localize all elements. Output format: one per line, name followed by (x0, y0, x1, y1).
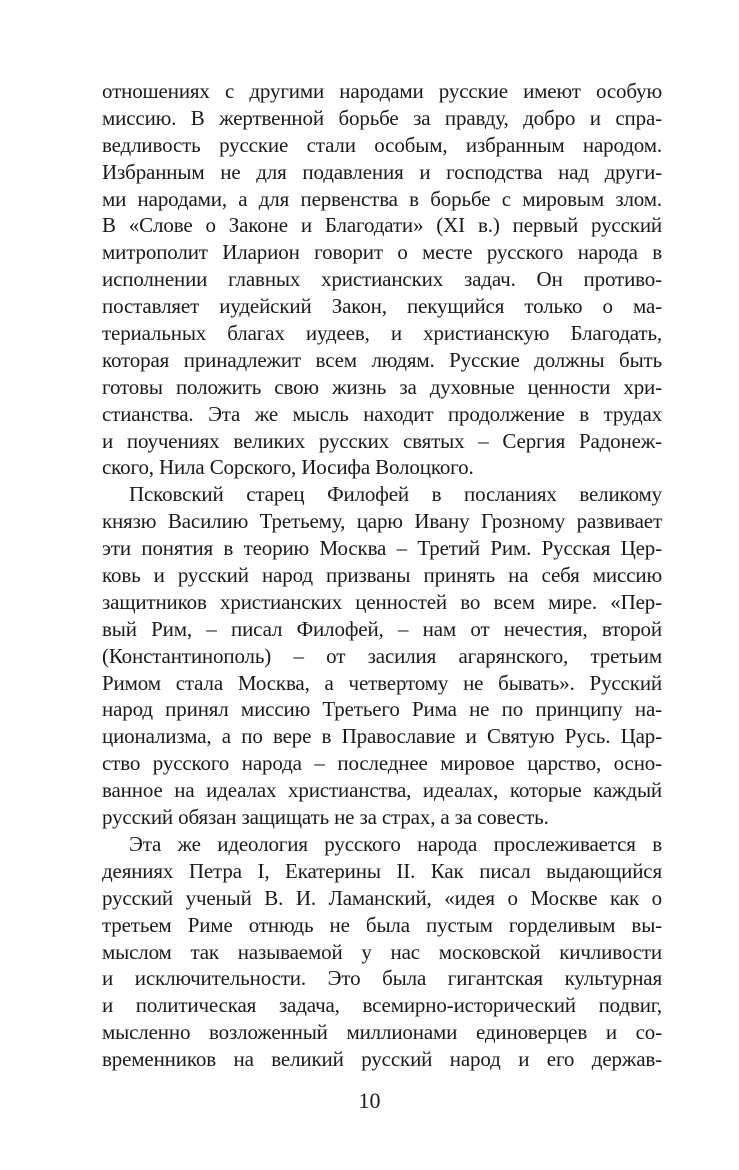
text-line: и политическая задача, всемирно-исторический подвиг, (102, 993, 662, 1018)
page-body (102, 78, 662, 1073)
paragraph-1 (102, 78, 662, 481)
text-line: русский обязан защищать не за страх, а за совесть. (102, 805, 549, 830)
text-line: народ принял миссию Третьего Рима не по принципу на- (102, 697, 662, 722)
text-line: (Константинополь) – от засилия агарянского, третьим (102, 643, 662, 668)
text-line: ского, Нила Сорского, Иосифа Волоцкого. (102, 455, 474, 480)
text-line: поставляет иудейский Закон, пекущийся только о ма- (102, 294, 662, 319)
text-line: ведливость русские стали особым, избранным народом. (102, 132, 662, 157)
text-line: митрополит Иларион говорит о месте русского народа в (102, 240, 662, 265)
page-number: 10 (358, 1088, 381, 1113)
text-line: защитников христианских ценностей во всем мире. «Пер- (102, 589, 662, 614)
text-line: эти понятия в теорию Москва – Третий Рим. Русская Цер- (102, 536, 662, 561)
text-line: вый Рим, – писал Филофей, – нам от нечестия, второй (102, 616, 662, 641)
text-line: Римом стала Москва, а четвертому не бывать». Русский (102, 670, 662, 695)
text-line: которая принадлежит всем людям. Русские должны быть (102, 347, 662, 372)
text-line: и исключительности. Это была гигантская культурная (102, 966, 662, 991)
text-line: стианства. Эта же мысль находит продолжение в трудах (102, 401, 662, 426)
text-line: готовы положить свою жизнь за духовные ценности хри- (102, 374, 662, 399)
text-line: ство русского народа – последнее мировое царство, осно- (102, 751, 662, 776)
text-line: ковь и русский народ призваны принять на себя миссию (102, 563, 662, 588)
text-line: третьем Риме отнюдь не была пустым горделивым вы- (102, 912, 662, 937)
text-line: временников на великий русский народ и его держав- (102, 1047, 662, 1072)
paragraph-3 (102, 831, 662, 1073)
text-line: Псковский старец Филофей в посланиях великому (129, 482, 662, 507)
text-line: Избранным не для подавления и господства над други- (102, 159, 662, 184)
text-line: князю Василию Третьему, царю Ивану Грозному развивает (102, 509, 662, 534)
text-line: ми народами, а для первенства в борьбе с мировым злом. (102, 186, 662, 211)
text-line: Эта же идеология русского народа прослеживается в (129, 831, 662, 856)
text-line: мыслом так называемой у нас московской кичливости (102, 939, 662, 964)
text-line: ционализма, а по вере в Православие и Святую Русь. Цар- (102, 724, 662, 749)
paragraph-2 (102, 481, 662, 831)
text-line: териальных благах иудеев, и христианскую Благодать, (102, 321, 662, 346)
text-line: мысленно возложенный миллионами единоверцев и со- (102, 1020, 662, 1045)
text-line: русский ученый В. И. Ламанский, «идея о Москве как о (102, 885, 662, 910)
text-line: исполнении главных христианских задач. Он противо- (102, 267, 662, 292)
text-line: В «Слове о Законе и Благодати» (XI в.) первый русский (102, 213, 662, 238)
text-line: миссию. В жертвенной борьбе за правду, добро и спра- (102, 105, 662, 130)
text-line: деяниях Петра I, Екатерины II. Как писал выдающийся (102, 858, 662, 883)
text-line: и поучениях великих русских святых – Сергия Радонеж- (102, 428, 662, 453)
text-line: отношениях с другими народами русские имеют особую (102, 79, 662, 103)
text-line: ванное на идеалах христианства, идеалах, которые каждый (102, 778, 662, 803)
